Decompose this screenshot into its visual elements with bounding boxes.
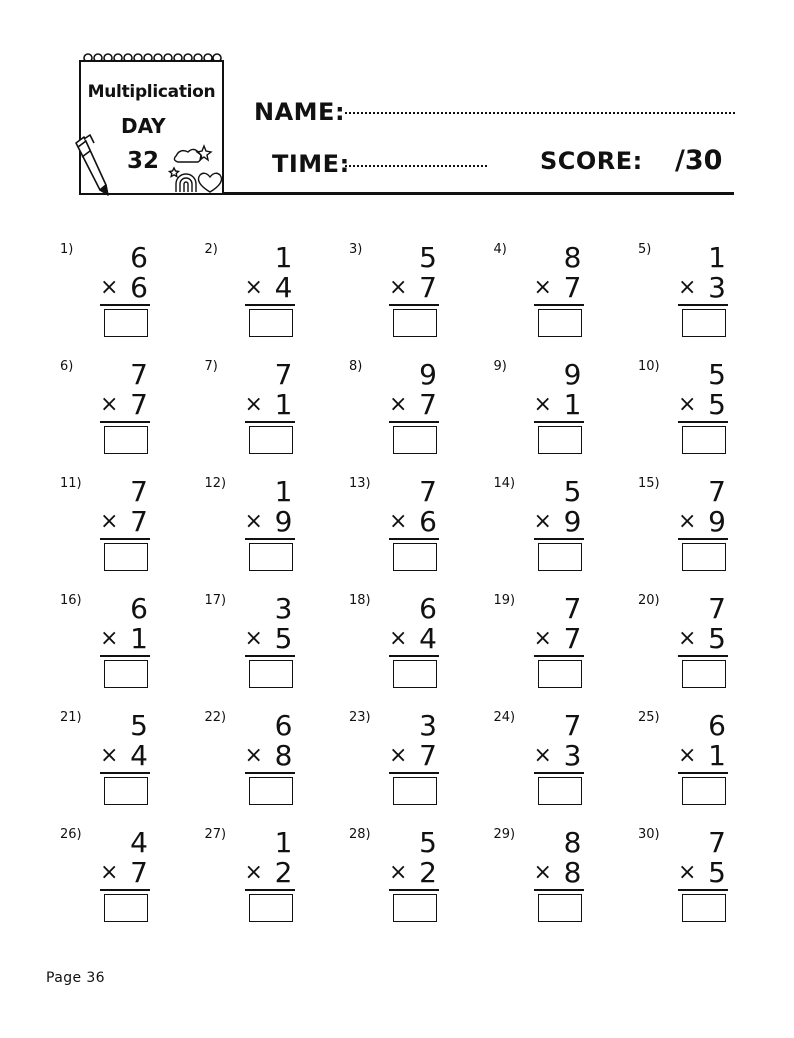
multiplicand: 7 (708, 475, 726, 508)
multiply-sign: × (244, 743, 263, 768)
problem-number: 21) (60, 710, 82, 725)
header-divider (222, 192, 734, 195)
answer-box[interactable] (682, 777, 726, 805)
multiplier: 9 (274, 505, 293, 538)
pen-icon (70, 133, 114, 199)
answer-box[interactable] (393, 309, 437, 337)
time-label: TIME: (272, 150, 350, 178)
answer-box[interactable] (682, 660, 726, 688)
problem-18 (349, 589, 494, 706)
answer-box[interactable] (538, 777, 582, 805)
multiply-sign: × (533, 275, 552, 300)
answer-box[interactable] (104, 309, 148, 337)
multiplier: 2 (419, 856, 437, 889)
multiplicand: 7 (563, 709, 582, 742)
multiplicand: 5 (130, 709, 148, 742)
multiplier: 7 (130, 856, 148, 889)
problem-29 (494, 823, 639, 940)
multiplicand: 9 (563, 358, 582, 391)
answer-box[interactable] (104, 426, 148, 454)
multiplier: 7 (130, 505, 148, 538)
answer-box[interactable] (538, 309, 582, 337)
answer-rule (389, 538, 439, 540)
multiplier: 6 (419, 505, 437, 538)
multiply-sign: × (389, 509, 408, 534)
problem-23 (349, 706, 494, 823)
answer-box[interactable] (249, 543, 293, 571)
problem-number: 15) (638, 476, 660, 491)
problem-number: 9) (493, 359, 507, 374)
multiplier: 9 (708, 505, 726, 538)
problem-number: 8) (349, 359, 363, 374)
problem-number: 29) (493, 827, 516, 842)
multiplicand: 6 (130, 592, 148, 625)
problem-24 (494, 706, 639, 823)
answer-rule (100, 538, 150, 540)
answer-rule (534, 655, 584, 657)
multiplier: 4 (130, 739, 148, 772)
time-line[interactable] (345, 165, 487, 167)
problem-number: 18) (349, 593, 371, 608)
problem-30 (638, 823, 783, 940)
multiply-sign: × (678, 275, 697, 300)
problem-grid (60, 238, 740, 940)
multiplicand: 5 (419, 826, 437, 859)
answer-rule (100, 889, 150, 891)
multiply-sign: × (389, 626, 408, 651)
multiply-sign: × (100, 392, 119, 417)
problem-6 (60, 355, 205, 472)
worksheet-title: Multiplication (87, 82, 216, 102)
multiply-sign: × (678, 860, 697, 885)
multiplier: 7 (419, 271, 437, 304)
problem-11 (60, 472, 205, 589)
answer-rule (678, 421, 728, 423)
problem-number: 27) (204, 827, 227, 842)
problem-16 (60, 589, 205, 706)
multiplier: 1 (708, 739, 726, 772)
multiplicand: 5 (419, 241, 437, 274)
problem-number: 13) (349, 476, 371, 491)
answer-box[interactable] (104, 894, 148, 922)
answer-box[interactable] (393, 660, 437, 688)
problem-number: 10) (638, 359, 660, 374)
problem-number: 23) (349, 710, 371, 725)
multiply-sign: × (389, 275, 408, 300)
multiplicand: 3 (419, 709, 437, 742)
problem-number: 24) (493, 710, 516, 725)
day-label: DAY (121, 114, 166, 138)
problem-19 (494, 589, 639, 706)
problem-number: 22) (204, 710, 227, 725)
score-label: SCORE: (540, 147, 643, 175)
multiplicand: 7 (274, 358, 293, 391)
multiplier: 3 (563, 739, 582, 772)
problem-number: 19) (493, 593, 516, 608)
answer-box[interactable] (682, 426, 726, 454)
answer-rule (245, 772, 295, 774)
problem-number: 5) (638, 242, 652, 257)
problem-number: 30) (638, 827, 660, 842)
problem-27 (205, 823, 350, 940)
answer-box[interactable] (104, 660, 148, 688)
answer-box[interactable] (393, 894, 437, 922)
multiply-sign: × (389, 743, 408, 768)
problem-28 (349, 823, 494, 940)
problem-17 (205, 589, 350, 706)
answer-box[interactable] (393, 426, 437, 454)
problem-22 (205, 706, 350, 823)
multiplicand: 8 (563, 241, 582, 274)
multiplier: 8 (274, 739, 293, 772)
answer-rule (245, 889, 295, 891)
multiply-sign: × (678, 509, 697, 534)
multiplier: 3 (708, 271, 726, 304)
problem-number: 20) (638, 593, 660, 608)
problem-number: 3) (349, 242, 363, 257)
multiply-sign: × (244, 509, 263, 534)
problem-4 (494, 238, 639, 355)
multiplier: 7 (563, 622, 582, 655)
problem-2 (205, 238, 350, 355)
answer-rule (245, 655, 295, 657)
multiplicand: 5 (563, 475, 582, 508)
problem-1 (60, 238, 205, 355)
problem-number: 26) (60, 827, 82, 842)
problem-number: 12) (204, 476, 227, 491)
multiplicand: 3 (274, 592, 293, 625)
answer-box[interactable] (538, 660, 582, 688)
multiplier: 5 (274, 622, 293, 655)
answer-box[interactable] (249, 777, 293, 805)
rainbow-heart-stars-icon (168, 140, 224, 194)
problem-number: 28) (349, 827, 371, 842)
answer-box[interactable] (249, 894, 293, 922)
problem-number: 17) (204, 593, 227, 608)
multiply-sign: × (533, 626, 552, 651)
multiplier: 9 (563, 505, 582, 538)
problem-number: 2) (204, 242, 218, 257)
answer-rule (534, 304, 584, 306)
answer-box[interactable] (682, 543, 726, 571)
day-number: 32 (127, 148, 160, 174)
problem-20 (638, 589, 783, 706)
multiply-sign: × (100, 860, 119, 885)
page-number: Page 36 (46, 970, 105, 986)
problem-number: 6) (60, 359, 74, 374)
answer-rule (389, 304, 439, 306)
multiplicand: 6 (419, 592, 437, 625)
multiply-sign: × (533, 743, 552, 768)
multiplicand: 8 (563, 826, 582, 859)
multiplier: 4 (419, 622, 437, 655)
problem-13 (349, 472, 494, 589)
multiplicand: 7 (130, 358, 148, 391)
score-total: /30 (675, 145, 723, 176)
multiplicand: 5 (708, 358, 726, 391)
answer-box[interactable] (538, 543, 582, 571)
answer-box[interactable] (249, 426, 293, 454)
answer-box[interactable] (393, 543, 437, 571)
answer-rule (534, 772, 584, 774)
multiplicand: 4 (130, 826, 148, 859)
answer-box[interactable] (682, 309, 726, 337)
problem-9 (494, 355, 639, 472)
multiply-sign: × (678, 626, 697, 651)
problem-15 (638, 472, 783, 589)
multiply-sign: × (244, 392, 263, 417)
problem-25 (638, 706, 783, 823)
multiply-sign: × (533, 509, 552, 534)
multiplier: 1 (563, 388, 582, 421)
multiply-sign: × (533, 392, 552, 417)
problem-3 (349, 238, 494, 355)
name-label: NAME: (254, 98, 346, 126)
answer-rule (534, 538, 584, 540)
multiplier: 7 (419, 739, 437, 772)
answer-rule (245, 421, 295, 423)
multiplicand: 6 (274, 709, 293, 742)
problem-7 (205, 355, 350, 472)
problem-number: 14) (493, 476, 516, 491)
answer-rule (389, 655, 439, 657)
problem-number: 4) (493, 242, 507, 257)
problem-12 (205, 472, 350, 589)
problem-14 (494, 472, 639, 589)
answer-rule (389, 421, 439, 423)
problem-10 (638, 355, 783, 472)
answer-rule (534, 889, 584, 891)
answer-box[interactable] (393, 777, 437, 805)
problem-number: 11) (60, 476, 82, 491)
multiplicand: 7 (563, 592, 582, 625)
problem-26 (60, 823, 205, 940)
multiply-sign: × (389, 860, 408, 885)
multiplier: 7 (419, 388, 437, 421)
multiply-sign: × (100, 626, 119, 651)
multiply-sign: × (244, 275, 263, 300)
multiply-sign: × (100, 275, 119, 300)
multiplicand: 1 (274, 475, 293, 508)
multiplicand: 7 (419, 475, 437, 508)
answer-box[interactable] (104, 777, 148, 805)
multiplicand: 7 (130, 475, 148, 508)
problem-number: 7) (204, 359, 218, 374)
multiplicand: 7 (708, 592, 726, 625)
multiplier: 7 (563, 271, 582, 304)
answer-rule (678, 655, 728, 657)
answer-rule (389, 889, 439, 891)
answer-box[interactable] (682, 894, 726, 922)
multiply-sign: × (678, 392, 697, 417)
multiplicand: 6 (130, 241, 148, 274)
problem-number: 25) (638, 710, 660, 725)
multiplier: 7 (130, 388, 148, 421)
multiplicand: 9 (419, 358, 437, 391)
problem-5 (638, 238, 783, 355)
multiplier: 2 (274, 856, 293, 889)
multiply-sign: × (389, 392, 408, 417)
multiply-sign: × (678, 743, 697, 768)
answer-rule (678, 538, 728, 540)
multiply-sign: × (244, 860, 263, 885)
answer-box[interactable] (538, 894, 582, 922)
answer-box[interactable] (249, 309, 293, 337)
multiplier: 5 (708, 622, 726, 655)
answer-rule (678, 772, 728, 774)
multiplier: 5 (708, 388, 726, 421)
multiplicand: 1 (274, 241, 293, 274)
multiplier: 8 (563, 856, 582, 889)
multiplier: 4 (274, 271, 293, 304)
answer-rule (678, 889, 728, 891)
answer-rule (534, 421, 584, 423)
answer-rule (678, 304, 728, 306)
multiplier: 1 (274, 388, 293, 421)
problem-8 (349, 355, 494, 472)
answer-rule (100, 655, 150, 657)
answer-box[interactable] (538, 426, 582, 454)
answer-box[interactable] (104, 543, 148, 571)
multiplier: 5 (708, 856, 726, 889)
multiplicand: 6 (708, 709, 726, 742)
answer-rule (389, 772, 439, 774)
answer-rule (100, 304, 150, 306)
multiply-sign: × (100, 509, 119, 534)
multiplier: 6 (130, 271, 148, 304)
answer-box[interactable] (249, 660, 293, 688)
multiply-sign: × (100, 743, 119, 768)
problem-21 (60, 706, 205, 823)
name-line[interactable] (345, 112, 735, 114)
multiplier: 1 (130, 622, 148, 655)
multiplicand: 1 (708, 241, 726, 274)
multiply-sign: × (533, 860, 552, 885)
multiply-sign: × (244, 626, 263, 651)
multiplicand: 1 (274, 826, 293, 859)
answer-rule (100, 772, 150, 774)
answer-rule (245, 538, 295, 540)
multiplicand: 7 (708, 826, 726, 859)
problem-number: 1) (60, 242, 74, 257)
problem-number: 16) (60, 593, 82, 608)
answer-rule (100, 421, 150, 423)
answer-rule (245, 304, 295, 306)
